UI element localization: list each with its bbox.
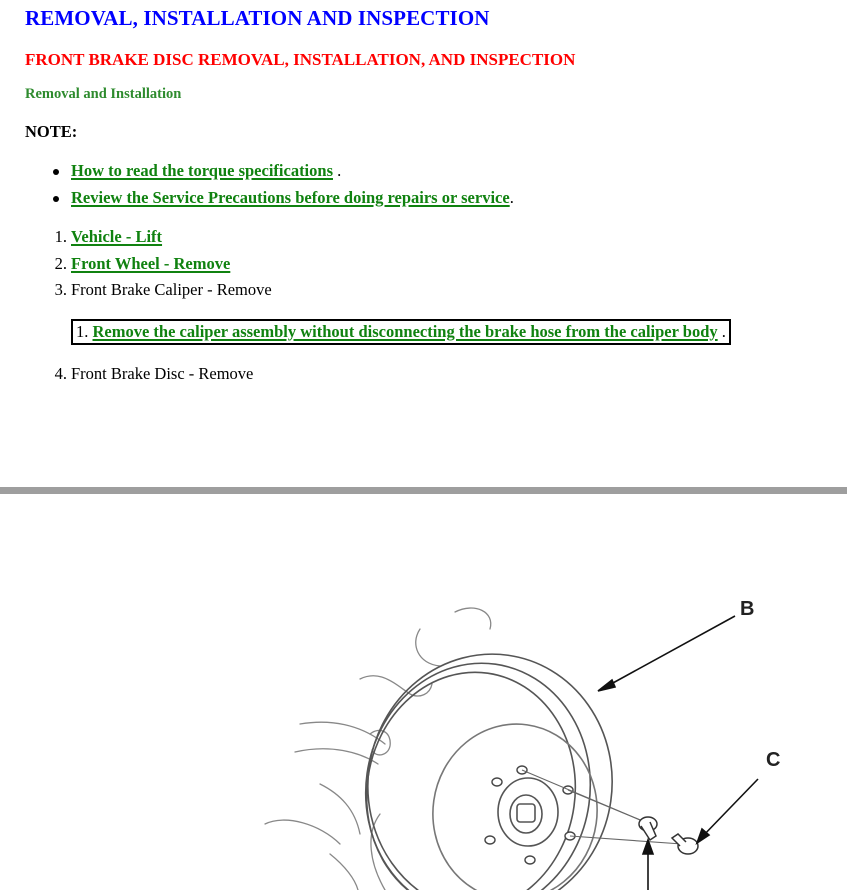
leader-line-b [602,616,735,689]
step-item [25,363,253,385]
step-text: Front Brake Caliper - Remove [71,280,272,299]
disc-rim-inner [350,649,607,890]
list-item [25,160,514,187]
brake-disc-illustration [0,494,847,890]
hub-nut [517,804,535,822]
section-heading: Removal and Installation [25,86,182,102]
leader-line-c [700,779,758,839]
substep-number: 1. [76,322,89,341]
step-item [25,226,272,253]
brake-disc-drawing [0,494,847,890]
vehicle-lift-link[interactable]: Vehicle - Lift [71,227,163,246]
step-number: 1. [54,227,67,246]
callout-c: C [766,749,781,771]
wheel-stud [525,856,535,864]
axle-line [265,820,340,844]
note-label: NOTE: [25,122,78,141]
step-item [25,253,272,280]
arrowhead-b [598,680,615,691]
service-precautions-link[interactable]: Review the Service Precautions before doing repairs or service [71,188,510,207]
list-item [25,187,514,214]
axle-line [295,749,378,764]
knuckle-line [455,608,491,629]
disc-hat [422,713,609,890]
step-number: 2. [54,253,67,273]
note-list [25,160,514,214]
procedure-steps [25,226,272,306]
step-number: 3. [54,280,67,299]
wheel-stud [485,836,495,844]
step-number: 4. [54,364,67,383]
step-item [25,279,272,306]
axle-line [320,784,360,834]
torque-spec-link[interactable]: How to read the torque specifications [71,161,333,180]
link-suffix: . [333,161,342,180]
remove-caliper-link[interactable]: Remove the caliper assembly without disconnecting the brake hose from the caliper body [92,322,718,341]
stud-guide-line [570,836,682,844]
wheel-stud [492,778,502,786]
link-suffix: . [717,322,726,341]
stud-guide-line [568,790,640,820]
front-wheel-remove-link[interactable]: Front Wheel - Remove [71,253,231,273]
hub-flange [498,778,558,846]
knuckle-line [416,629,440,666]
step-text: Front Brake Disc - Remove [71,364,254,383]
knuckle-line [330,854,358,890]
page-title: REMOVAL, INSTALLATION AND INSPECTION [25,6,490,30]
page-subtitle: FRONT BRAKE DISC REMOVAL, INSTALLATION, AND INSPECTION [25,50,576,69]
substep-box [71,319,731,345]
hub-center [510,795,542,833]
link-suffix: . [509,188,514,207]
section-divider [0,487,847,494]
callout-b: B [740,598,755,620]
